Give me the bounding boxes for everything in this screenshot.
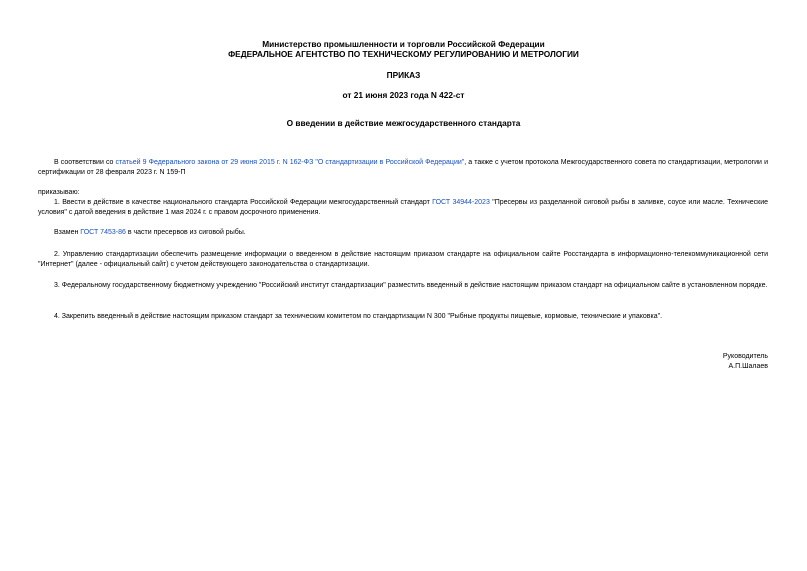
item-1-text-before: 1. Ввести в действие в качестве национального стандарта Российской Федерации межгосударственный стандарт [54, 199, 433, 206]
item-4-text: 4. Закрепить введенный в действие настоящим приказом стандарт за техническим комитетом по стандартизации N 300 "Рыбные продукты пищевые, кормовые, технические и упаковка". [54, 313, 663, 320]
gost-34944-link[interactable]: ГОСТ 34944-2023 [432, 199, 490, 206]
signature-name: А.П.Шалаев [728, 363, 768, 370]
replacement-text-after: в части пресервов из сиговой рыбы. [125, 229, 246, 236]
preamble-paragraph [38, 158, 768, 178]
document-type: ПРИКАЗ [386, 70, 421, 80]
preamble-text-after: , а также с учетом протокола Межгосударственного совета по стандартизации, метрологии и сертификации от 28 февраля 2023 г. N 159-П [38, 159, 768, 176]
document-subject: О введении в действие межгосударственного стандарта [286, 118, 521, 128]
order-word: приказываю: [38, 189, 80, 196]
item-2-paragraph [38, 250, 768, 270]
item-1-paragraph [38, 198, 768, 218]
document-date-number: от 21 июня 2023 года N 422-ст [342, 90, 465, 100]
ministry-name: Министерство промышленности и торговли Российской Федерации [262, 39, 545, 49]
item-2-text: 2. Управлению стандартизации обеспечить размещение информации о введенном в действие настоящим приказом стандарте на официальном сайте Росстандарта в информационно-телекоммуникационной сети "Интернет" (далее - официальный сайт) с учетом действующего законодательства о стандартизации. [38, 251, 768, 268]
signature-title: Руководитель [722, 353, 768, 360]
agency-name: ФЕДЕРАЛЬНОЕ АГЕНТСТВО ПО ТЕХНИЧЕСКОМУ РЕГУЛИРОВАНИЮ И МЕТРОЛОГИИ [228, 49, 579, 59]
preamble-text-before: В соответствии со [54, 159, 116, 166]
replacement-text-before: Взамен [54, 229, 81, 236]
replacement-paragraph [38, 228, 768, 238]
gost-7453-link[interactable]: ГОСТ 7453-86 [80, 229, 126, 236]
item-3-text: 3. Федеральному государственному бюджетному учреждению "Российский институт стандартизации" разместить введенный в действие настоящим приказом стандарт на официальном сайте в установленном порядке. [54, 282, 768, 289]
federal-law-link[interactable]: статьей 9 Федерального закона от 29 июня 2015 г. N 162-ФЗ "О стандартизации в Российской Федерации" [115, 159, 465, 166]
item-3-paragraph [38, 281, 768, 291]
item-1-text-after: "Пресервы из разделанной сиговой рыбы в заливке, соусе или масле. Технические условия" с датой введения в действие 1 мая 2024 г. с правом досрочного применения. [38, 199, 768, 216]
item-4-paragraph [38, 312, 768, 322]
